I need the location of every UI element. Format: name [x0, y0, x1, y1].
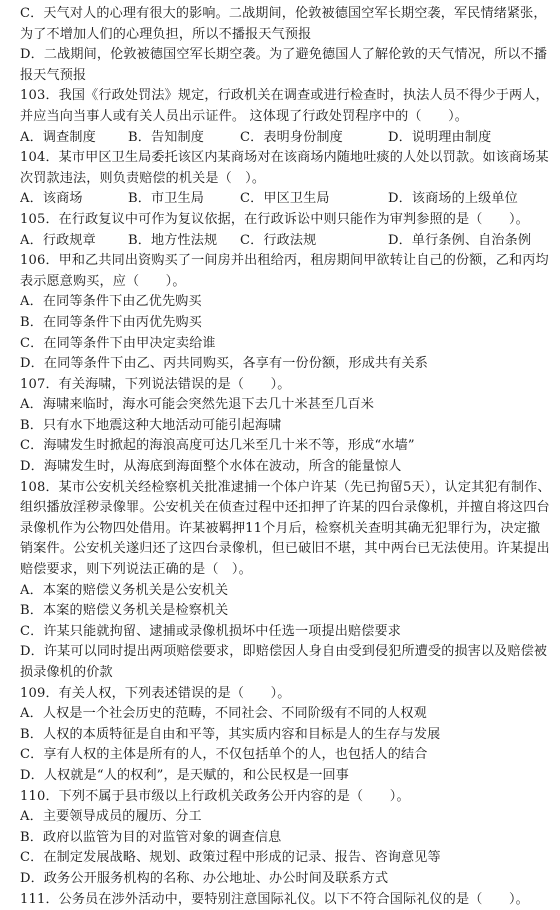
text-line: 104．某市甲区卫生局委托该区内某商场对在该商场内随地吐痰的人处以罚款。如该商场某 [20, 150, 549, 166]
options-row [20, 128, 552, 149]
text-line: A．本案的赔偿义务机关是公安机关 [20, 582, 229, 598]
option-item: A．调查制度 [20, 129, 96, 145]
option-item: D．说明理由制度 [388, 129, 492, 145]
text-line: 105．在行政复议中可作为复议依据，在行政诉讼中则只能作为审判参照的是（ ）。 [20, 211, 529, 227]
text-line: A．人权是一个社会历史的范畴，不同社会、不同阶级有不同的人权观 [20, 706, 427, 722]
text-line: 并应当向当事人或有关人员出示证件。 这体现了行政处罚程序中的（ ）。 [20, 108, 469, 124]
text-line: 报天气预报 [20, 67, 87, 83]
text-line: 111．公务员在涉外活动中，要特别注意国际礼仪。以下不符合国际礼仪的是（ ）。 [20, 891, 529, 907]
options-row [20, 189, 552, 210]
options-row [20, 231, 552, 252]
text-line: 销案件。公安机关遂归还了这四台录像机，但已破旧不堪，其中两台已无法使用。许某提出 [20, 541, 550, 557]
text-line: B．只有水下地震这种大地活动可能引起海啸 [20, 417, 282, 433]
text-line: 110．下列不属于县市级以上行政机关政务公开内容的是（ ）。 [20, 788, 410, 804]
text-line: A．海啸来临时，海水可能会突然先退下去几十米甚至几百米 [20, 397, 374, 413]
text-line: 103．我国《行政处罚法》规定，行政机关在调查或进行检查时，执法人员不得少于两人， [20, 88, 549, 104]
text-line: C．在同等条件下由甲决定卖给谁 [20, 335, 216, 351]
text-line: D．在同等条件下由乙、丙共同购买，各享有一份份额，形成共有关系 [20, 356, 428, 372]
text-line: 录像机作为公物四处借用。许某被羁押11个月后，检察机关查明其确无犯罪行为，决定撤 [20, 520, 541, 536]
text-line: C．享有人权的主体是所有的人，不仅包括单个的人，也包括人的结合 [20, 747, 428, 763]
text-line: A．主要领导成员的履历、分工 [20, 809, 202, 825]
text-line: D．海啸发生时，从海底到海面整个水体在波动，所含的能量惊人 [20, 459, 402, 475]
text-line: 为了不增加人们的心理负担，所以不播报天气预报 [20, 26, 312, 42]
option-item: D．单行条例、自治条例 [388, 232, 532, 248]
text-line: C．天气对人的心理有很大的影响。二战期间，伦敦被德国空军长期空袭，军民情绪紧张， [20, 6, 547, 21]
text-line: 表示愿意购买，应（ ）。 [20, 273, 186, 289]
option-item: C．行政法规 [240, 232, 317, 248]
text-line: 赔偿要求，则下列说法正确的是（ ）。 [20, 562, 252, 578]
text-line: B．人权的本质特征是自由和平等，其实质内容和目标是人的生存与发展 [20, 726, 441, 742]
text-line: 组织播放淫秽录像罪。公安机关在侦查过程中还扣押了许某的四台录像机，并擅自将这四台 [20, 500, 550, 516]
option-item: B．市卫生局 [128, 191, 204, 207]
text-line: 109．有关人权，下列表述错误的是（ ）。 [20, 685, 291, 701]
text-line: 107．有关海啸，下列说法错误的是（ ）。 [20, 376, 291, 392]
text-line: 次罚款违法，则负责赔偿的机关是（ ）。 [20, 170, 266, 186]
text-line: 106．甲和乙共同出资购买了一间房并出租给丙，租房期间甲欲转让自己的份额，乙和丙均 [20, 253, 549, 269]
option-item: A．行政规章 [20, 232, 96, 248]
option-item: C．甲区卫生局 [240, 191, 330, 207]
text-line: B．在同等条件下由丙优先购买 [20, 314, 202, 330]
text-line: 108．某市公安机关经检察机关批准逮捕一个体户许某（先已拘留5天），认定其犯有制作、 [20, 479, 551, 495]
text-line: D．许某可以同时提出两项赔偿要求，即赔偿因人身自由受到侵犯所遭受的损害以及赔偿被 [20, 644, 548, 660]
option-item: A．该商场 [20, 191, 83, 207]
option-item: B．地方性法规 [128, 232, 218, 248]
text-line: D．二战期间，伦敦被德国空军长期空袭。为了避免德国人了解伦敦的天气情况，所以不播 [20, 47, 548, 63]
text-line: A．在同等条件下由乙优先购买 [20, 294, 202, 310]
text-line: C．在制定发展战略、规划、政策过程中形成的记录、报告、咨询意见等 [20, 850, 441, 866]
text-line: D．人权就是“人的权利”，是天赋的，和公民权是一回事 [20, 767, 349, 783]
option-item: C．表明身份制度 [240, 129, 343, 145]
text-line: B．政府以监管为目的对监管对象的调查信息 [20, 829, 282, 845]
text-line: C．海啸发生时掀起的海浪高度可达几米至几十米不等，形成“水墙” [20, 438, 415, 454]
text-line: B．本案的赔偿义务机关是检察机关 [20, 603, 229, 619]
text-line: 损录像机的价款 [20, 665, 113, 680]
text-line: C．许某只能就拘留、逮捕或录像机损坏中任选一项提出赔偿要求 [20, 623, 401, 639]
option-item: D．该商场的上级单位 [388, 191, 518, 207]
option-item: B．告知制度 [128, 129, 204, 145]
text-line: D．政务公开服务机构的名称、办公地址、办公时间及联系方式 [20, 870, 389, 886]
